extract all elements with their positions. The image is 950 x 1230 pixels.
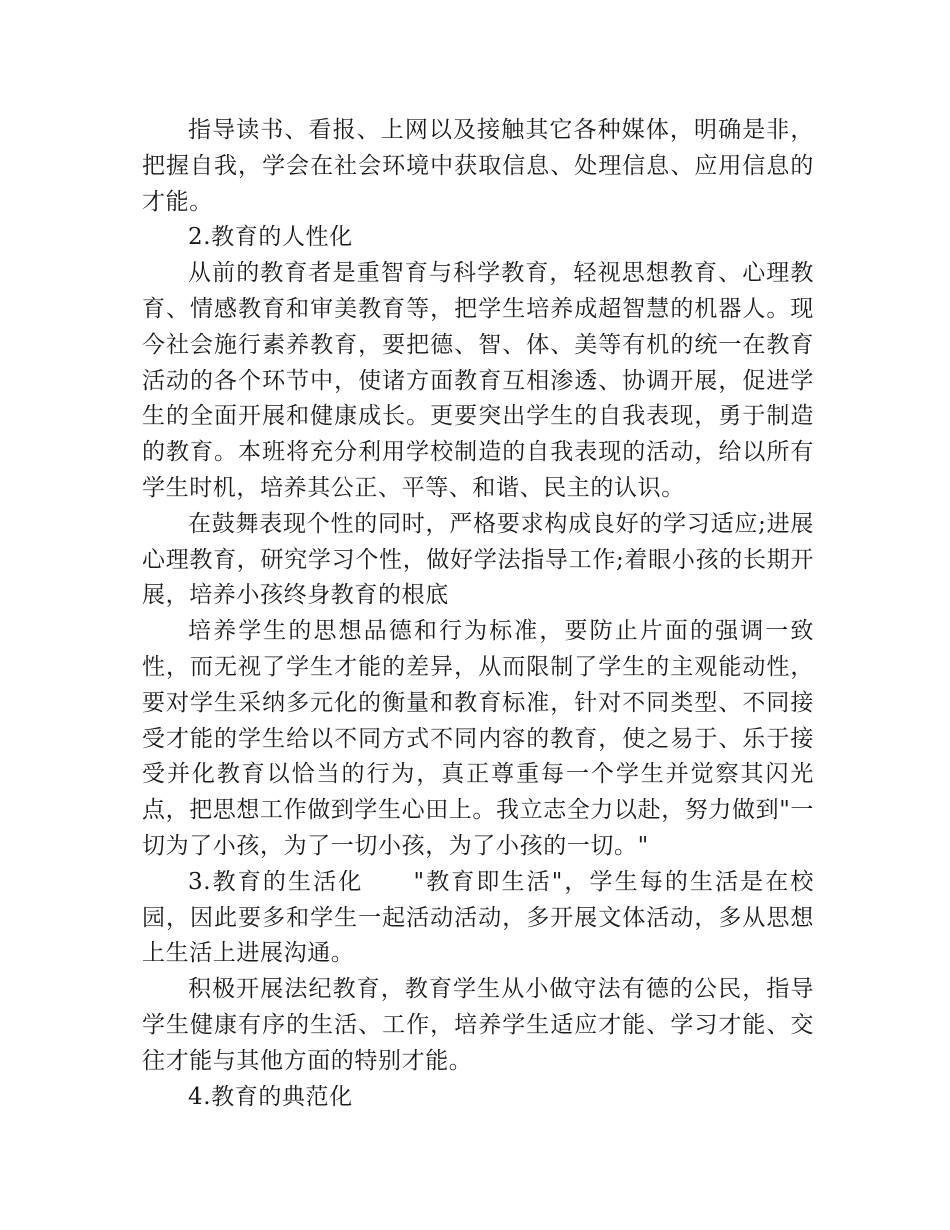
heading-exemplary-education: 4.教育的典范化 [188, 1083, 353, 1110]
paragraph-past-education: 从前的教育者是重智育与科学教育，轻视思想教育、心理教育、情感教育和审美教育等，把学生培养成超智慧的机器人。现今社会施行素养教育，要把德、智、体、美等有机的统一在教育活动的各个环节中，使诸方面教育互相渗透、协调开展，促进学生的全面开展和健康成长。更要突出学生的自我表现，勇于制造的教育。本班将充分利用学校制造的自我表现的活动，给以所有学生时机，培养其公正、平等、和谐、民主的认识。 [142, 260, 814, 501]
paragraph-personality: 在鼓舞表现个性的同时，严格要求构成良好的学习适应;进展心理教育，研究学习个性，做好学法指导工作;着眼小孩的长期开展，培养小孩终身教育的根底 [142, 510, 814, 609]
heading-humanization: 2.教育的人性化 [188, 224, 353, 251]
paragraph-legal-education: 积极开展法纪教育，教育学生从小做守法有德的公民，指导学生健康有序的生活、工作，培养学生适应才能、学习才能、交往才能与其他方面的特别才能。 [142, 976, 814, 1074]
paragraph-media-guidance: 指导读书、看报、上网以及接触其它各种媒体，明确是非，把握自我，学会在社会环境中获取信息、处理信息、应用信息的才能。 [142, 117, 814, 215]
paragraph-moral-standards: 培养学生的思想品德和行为标准，要防止片面的强调一致性，而无视了学生才能的差异，从而限制了学生的主观能动性，要对学生采纳多元化的衡量和教育标准，针对不同类型、不同接受才能的学生给以不同方式不同内容的教育，使之易于、乐于接受并化教育以恰当的行为，真正尊重每一个学生并觉察其闪光点，把思想工作做到学生心田上。我立志全力以赴，努力做到"一切为了小孩，为了一切小孩，为了小孩的一切。" [142, 618, 814, 859]
heading-life-education: 3.教育的生活化 "教育即生活"，学生每的生活是在校园，因此要多和学生一起活动活动，多开展文体活动，多从思想上生活上进展沟通。 [142, 868, 814, 967]
document-body [142, 113, 814, 1115]
